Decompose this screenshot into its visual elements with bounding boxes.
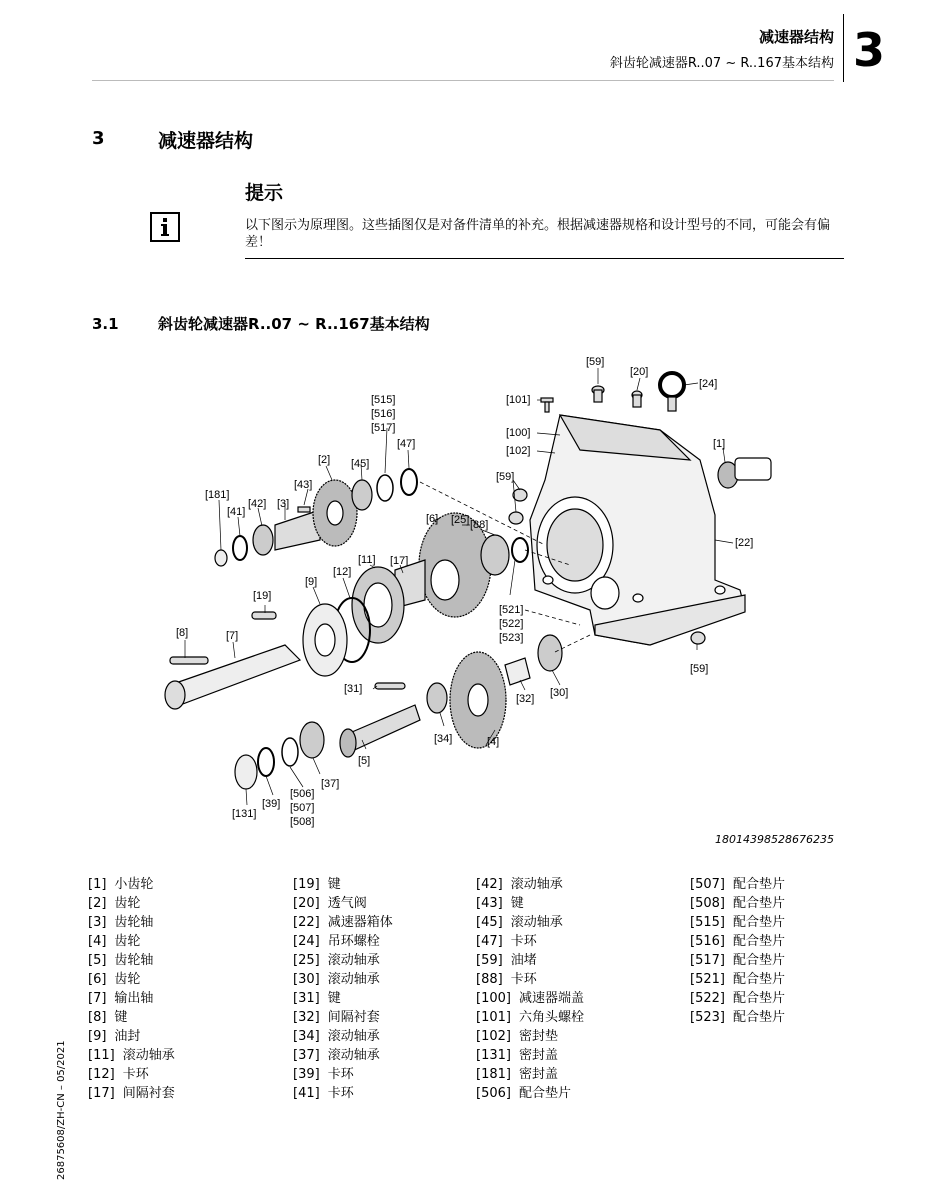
callout-label: [9] — [305, 576, 318, 588]
legend-item-label: 齿轮轴 — [114, 915, 154, 930]
callout-label: [508] — [290, 816, 315, 828]
legend-item-number: [101] — [476, 1010, 511, 1025]
parts-legend — [88, 875, 828, 1105]
legend-item-label: 小齿轮 — [114, 877, 154, 892]
legend-item-label: 齿轮轴 — [114, 953, 154, 968]
legend-item-label: 卡环 — [327, 1067, 354, 1082]
legend-item-number: [100] — [476, 991, 511, 1006]
legend-item — [88, 989, 175, 1008]
document-code: 26875608/ZH-CN – 05/2021 — [56, 1040, 67, 1180]
callout-label: [31] — [344, 683, 363, 695]
legend-item-number: [19] — [293, 877, 320, 892]
callout-label: [6] — [426, 513, 439, 525]
legend-item-number: [102] — [476, 1029, 511, 1044]
legend-item-number: [516] — [690, 934, 725, 949]
legend-item-label: 减速器端盖 — [518, 991, 584, 1006]
note-divider — [245, 258, 844, 259]
legend-item — [88, 913, 175, 932]
legend-item-number: [11] — [88, 1048, 115, 1063]
legend-item-number: [9] — [88, 1029, 107, 1044]
running-header-subtitle: 斜齿轮减速器R..07 ~ R..167基本结构 — [609, 56, 834, 71]
legend-item-number: [20] — [293, 896, 320, 911]
legend-item — [293, 1084, 393, 1103]
legend-item-number: [41] — [293, 1086, 320, 1101]
callout-label: [506] — [290, 788, 315, 800]
legend-item-number: [8] — [88, 1010, 107, 1025]
callout-label: [102] — [506, 445, 531, 457]
callout-label: [59] — [586, 356, 605, 368]
legend-item-label: 卡环 — [327, 1086, 354, 1101]
callout-label: [88] — [470, 519, 489, 531]
callout-label: [517] — [371, 422, 396, 434]
legend-item-number: [31] — [293, 991, 320, 1006]
legend-item-label: 滚动轴承 — [327, 1048, 380, 1063]
legend-item-label: 密封盖 — [518, 1048, 558, 1063]
legend-item — [476, 1008, 584, 1027]
legend-item-label: 减速器箱体 — [327, 915, 393, 930]
running-header-title: 减速器结构 — [758, 28, 834, 46]
legend-item — [690, 951, 785, 970]
callout-label: [43] — [294, 479, 313, 491]
legend-item — [88, 875, 175, 894]
legend-item-number: [523] — [690, 1010, 725, 1025]
callout-label: [522] — [499, 618, 524, 630]
legend-item-number: [37] — [293, 1048, 320, 1063]
callout-label: [37] — [321, 778, 340, 790]
legend-item-label: 油堵 — [510, 953, 537, 968]
legend-item — [88, 894, 175, 913]
legend-item-label: 输出轴 — [114, 991, 154, 1006]
legend-item-label: 卡环 — [510, 934, 537, 949]
callout-label: [47] — [397, 438, 416, 450]
callout-label: [19] — [253, 590, 272, 602]
legend-item-number: [515] — [690, 915, 725, 930]
legend-item — [476, 951, 584, 970]
callout-label: [2] — [318, 454, 331, 466]
callout-label: [12] — [333, 566, 352, 578]
legend-item — [690, 875, 785, 894]
exploded-view-diagram — [0, 340, 934, 840]
legend-item-number: [45] — [476, 915, 503, 930]
legend-item-label: 密封盖 — [518, 1067, 558, 1082]
legend-item-label: 滚动轴承 — [327, 1029, 380, 1044]
legend-item-label: 六角头螺栓 — [518, 1010, 584, 1025]
legend-item — [690, 894, 785, 913]
legend-item-number: [131] — [476, 1048, 511, 1063]
info-icon — [150, 212, 180, 242]
legend-item-number: [88] — [476, 972, 503, 987]
legend-item-number: [32] — [293, 1010, 320, 1025]
pinion — [718, 458, 771, 488]
legend-item-number: [22] — [293, 915, 320, 930]
legend-item-label: 齿轮 — [114, 934, 141, 949]
section-title: 减速器结构 — [158, 130, 254, 152]
callout-label: [25] — [451, 514, 470, 526]
header-vertical-divider — [843, 14, 844, 82]
legend-item — [476, 1027, 584, 1046]
legend-item-label: 齿轮 — [114, 896, 141, 911]
legend-item-number: [506] — [476, 1086, 511, 1101]
legend-item-label: 键 — [327, 991, 341, 1006]
legend-item-label: 配合垫片 — [732, 934, 785, 949]
legend-item-number: [507] — [690, 877, 725, 892]
legend-item — [476, 989, 584, 1008]
callout-label: [515] — [371, 394, 396, 406]
legend-item-number: [3] — [88, 915, 107, 930]
legend-item-label: 配合垫片 — [732, 991, 785, 1006]
legend-item — [690, 989, 785, 1008]
legend-item-label: 密封垫 — [518, 1029, 558, 1044]
legend-item — [293, 913, 393, 932]
legend-item — [476, 875, 584, 894]
legend-item-label: 吊环螺栓 — [327, 934, 380, 949]
legend-item — [293, 875, 393, 894]
callout-label: [41] — [227, 506, 246, 518]
legend-item — [293, 894, 393, 913]
legend-item-number: [508] — [690, 896, 725, 911]
legend-item-label: 键 — [510, 896, 524, 911]
note-title: 提示 — [245, 182, 284, 204]
legend-item — [293, 1008, 393, 1027]
legend-item — [88, 970, 175, 989]
legend-item — [476, 1065, 584, 1084]
legend-item-label: 滚动轴承 — [510, 915, 563, 930]
callout-label: [8] — [176, 627, 189, 639]
legend-item — [293, 970, 393, 989]
callout-label: [32] — [516, 693, 535, 705]
callout-label: [7] — [226, 630, 239, 642]
legend-item — [690, 913, 785, 932]
callout-label: [22] — [735, 537, 754, 549]
callout-label: [181] — [205, 489, 230, 501]
legend-column-3 — [476, 875, 584, 1103]
callout-label: [5] — [358, 755, 371, 767]
legend-item — [88, 1084, 175, 1103]
legend-item-number: [25] — [293, 953, 320, 968]
callout-label: [11] — [358, 554, 376, 566]
legend-item — [88, 951, 175, 970]
figure-id: 18014398528676235 — [715, 833, 834, 846]
callout-label: [45] — [351, 458, 370, 470]
legend-item-label: 间隔衬套 — [122, 1086, 175, 1101]
legend-item-label: 间隔衬套 — [327, 1010, 380, 1025]
legend-item — [88, 1046, 175, 1065]
legend-item-number: [517] — [690, 953, 725, 968]
callout-label: [20] — [630, 366, 649, 378]
legend-item-label: 配合垫片 — [732, 953, 785, 968]
legend-item-label: 齿轮 — [114, 972, 141, 987]
legend-item — [88, 1008, 175, 1027]
legend-column-2 — [293, 875, 393, 1103]
legend-item-number: [43] — [476, 896, 503, 911]
legend-item — [690, 1008, 785, 1027]
callout-label: [523] — [499, 632, 524, 644]
legend-column-4 — [690, 875, 785, 1027]
legend-item — [476, 1084, 584, 1103]
legend-item-number: [59] — [476, 953, 503, 968]
legend-item-number: [2] — [88, 896, 107, 911]
legend-item-number: [12] — [88, 1067, 115, 1082]
callout-label: [59] — [496, 471, 515, 483]
legend-item-label: 卡环 — [510, 972, 537, 987]
callout-label: [42] — [248, 498, 267, 510]
legend-item-label: 滚动轴承 — [327, 953, 380, 968]
subsection-title: 斜齿轮减速器R..07 ~ R..167基本结构 — [158, 315, 430, 333]
subsection-number: 3.1 — [92, 315, 119, 333]
callout-label: [39] — [262, 798, 281, 810]
callout-label: [30] — [550, 687, 569, 699]
legend-item-number: [7] — [88, 991, 107, 1006]
callout-label: [3] — [277, 498, 290, 510]
note-text: 以下图示为原理图。这些插图仅是对备件清单的补充。根据减速器规格和设计型号的不同，可能会有偏差！ — [245, 218, 831, 250]
legend-item — [476, 894, 584, 913]
legend-item — [476, 970, 584, 989]
legend-item — [293, 1046, 393, 1065]
legend-item — [88, 1027, 175, 1046]
legend-item-label: 滚动轴承 — [122, 1048, 175, 1063]
legend-item-label: 滚动轴承 — [327, 972, 380, 987]
header-divider — [92, 80, 834, 81]
legend-item-label: 配合垫片 — [518, 1086, 571, 1101]
callout-label: [507] — [290, 802, 315, 814]
callout-label: [4] — [487, 736, 500, 748]
legend-item — [476, 913, 584, 932]
legend-item-number: [34] — [293, 1029, 320, 1044]
legend-item-number: [1] — [88, 877, 107, 892]
callout-label: [131] — [232, 808, 257, 820]
legend-item-label: 键 — [114, 1010, 128, 1025]
callout-label: [17] — [390, 555, 409, 567]
legend-item-label: 油封 — [114, 1029, 141, 1044]
legend-item-number: [24] — [293, 934, 320, 949]
callout-label: [1] — [713, 438, 726, 450]
legend-item-number: [522] — [690, 991, 725, 1006]
legend-item-number: [42] — [476, 877, 503, 892]
legend-item-number: [4] — [88, 934, 107, 949]
legend-item-number: [17] — [88, 1086, 115, 1101]
legend-item-number: [30] — [293, 972, 320, 987]
legend-item-number: [521] — [690, 972, 725, 987]
callout-label: [516] — [371, 408, 396, 420]
callout-label: [34] — [434, 733, 453, 745]
legend-item — [293, 989, 393, 1008]
legend-item-label: 透气阀 — [327, 896, 367, 911]
legend-item — [690, 932, 785, 951]
legend-item-number: [5] — [88, 953, 107, 968]
section-number: 3 — [92, 128, 105, 149]
legend-item-label: 配合垫片 — [732, 972, 785, 987]
legend-item — [88, 932, 175, 951]
callout-label: [101] — [506, 394, 531, 406]
callout-label: [59] — [690, 663, 709, 675]
legend-item-label: 配合垫片 — [732, 915, 785, 930]
legend-item-number: [47] — [476, 934, 503, 949]
legend-item-number: [181] — [476, 1067, 511, 1082]
legend-item — [293, 1065, 393, 1084]
chapter-number: 3 — [853, 23, 886, 77]
legend-item-label: 配合垫片 — [732, 877, 785, 892]
callout-label: [100] — [506, 427, 531, 439]
legend-item — [690, 970, 785, 989]
legend-item — [293, 1027, 393, 1046]
legend-item — [88, 1065, 175, 1084]
callout-label: [24] — [699, 378, 718, 390]
legend-item-label: 滚动轴承 — [510, 877, 563, 892]
legend-item-label: 配合垫片 — [732, 896, 785, 911]
legend-item — [293, 951, 393, 970]
legend-item-label: 配合垫片 — [732, 1010, 785, 1025]
legend-item-number: [6] — [88, 972, 107, 987]
legend-item-label: 键 — [327, 877, 341, 892]
legend-item-label: 卡环 — [122, 1067, 149, 1082]
legend-item-number: [39] — [293, 1067, 320, 1082]
legend-column-1 — [88, 875, 175, 1103]
legend-item — [476, 932, 584, 951]
legend-item — [293, 932, 393, 951]
legend-item — [476, 1046, 584, 1065]
callout-label: [521] — [499, 604, 524, 616]
